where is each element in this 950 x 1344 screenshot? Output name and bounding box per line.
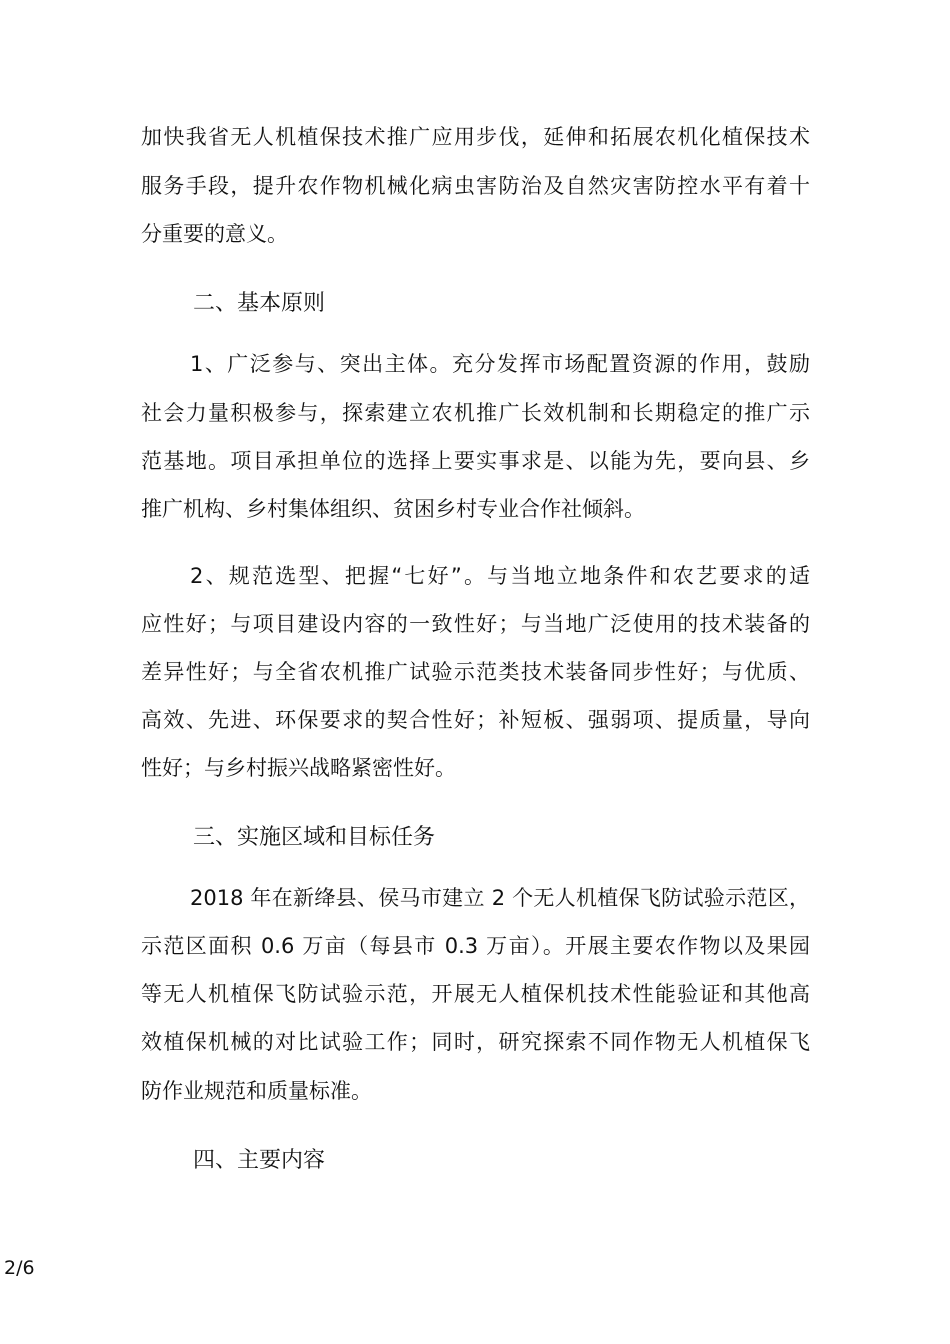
text-line: 防作业规范和质量标准。 [141,1079,372,1103]
text-line: 示范区面积 0.6 万亩（每县市 0.3 万亩）。开展主要农作物以及果园 [141,934,810,958]
text-line: 2、规范选型、把握“七好”。与当地立地条件和农艺要求的适 [190,564,810,588]
text-line: 1、广泛参与、突出主体。充分发挥市场配置资源的作用，鼓励 [190,352,810,376]
section-heading-region-targets: 三、实施区域和目标任务 [193,825,436,850]
section-heading-main-content: 四、主要内容 [193,1148,326,1173]
text-line: 分重要的意义。 [141,222,288,246]
text-line: 加快我省无人机植保技术推广应用步伐，延伸和拓展农机化植保技术 [141,125,810,149]
text-line: 推广机构、乡村集体组织、贫困乡村专业合作社倾斜。 [141,497,645,521]
section-heading-principles: 二、基本原则 [193,291,326,316]
text-line: 服务手段，提升农作物机械化病虫害防治及自然灾害防控水平有着十 [141,174,810,198]
text-line: 等无人机植保飞防试验示范，开展无人植保机技术性能验证和其他高 [141,982,810,1006]
text-line: 范基地。项目承担单位的选择上要实事求是、以能为先，要向县、乡 [141,449,810,473]
text-line: 差异性好；与全省农机推广试验示范类技术装备同步性好；与优质、 [141,660,810,684]
text-line: 应性好；与项目建设内容的一致性好；与当地广泛使用的技术装备的 [141,612,810,636]
page-number: 2/6 [4,1257,35,1279]
text-line: 高效、先进、环保要求的契合性好；补短板、强弱项、提质量，导向 [141,708,810,732]
text-line: 2018 年在新绛县、侯马市建立 2 个无人机植保飞防试验示范区， [190,886,810,910]
text-line: 效植保机械的对比试验工作；同时，研究探索不同作物无人机植保飞 [141,1030,810,1054]
text-line: 性好；与乡村振兴战略紧密性好。 [141,756,456,780]
text-line: 社会力量积极参与，探索建立农机推广长效机制和长期稳定的推广示 [141,401,810,425]
